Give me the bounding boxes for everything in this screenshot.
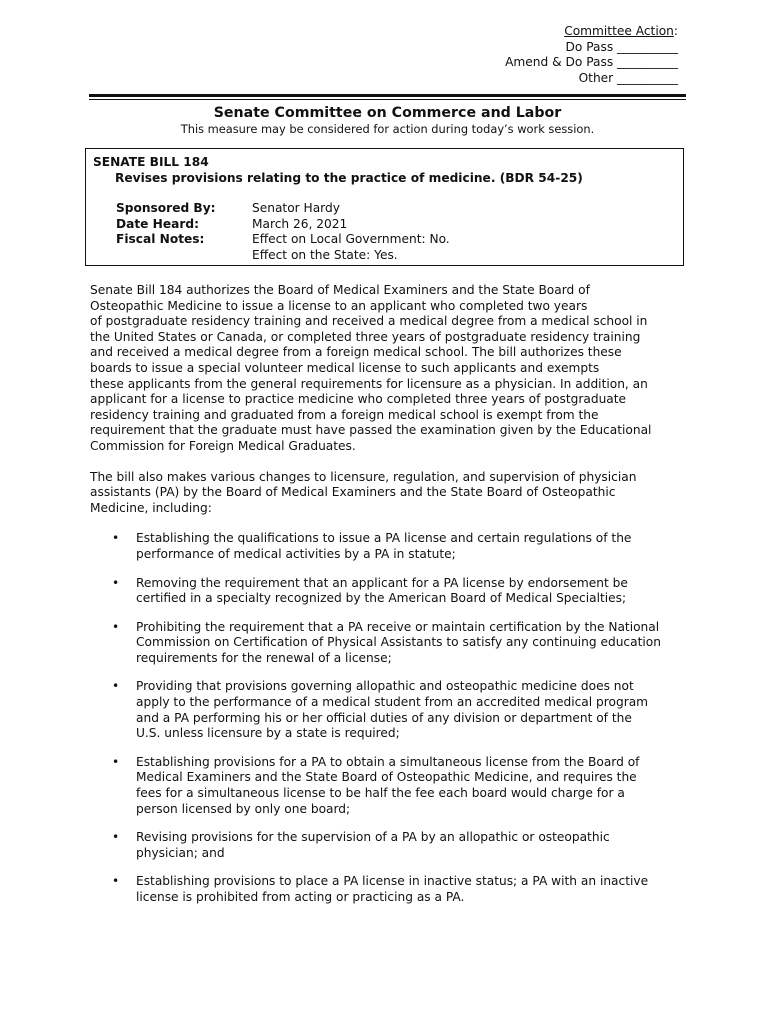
other-line: Other __________ — [578, 70, 678, 85]
sponsor-row — [116, 201, 450, 217]
bill-summary-box — [85, 148, 684, 266]
summary-paragraph-1 — [90, 283, 690, 455]
committee-action-colon: : — [673, 24, 678, 38]
list-item — [90, 755, 690, 817]
bullet-icon: • — [112, 575, 120, 590]
fiscal-notes-state: Effect on the State: Yes. — [252, 247, 398, 262]
fiscal-notes-label: Fiscal Notes: — [116, 232, 205, 247]
text-line: requirement that the graduate must have passed the examination given by the Educational — [90, 423, 652, 438]
list-item — [90, 576, 690, 607]
text-line: boards to issue a special volunteer medical license to such applicants and exempts — [90, 360, 600, 375]
text-line: these applicants from the general requirements for licensure as a physician. In addition, an — [90, 376, 648, 391]
text-line: person licensed by only one board; — [136, 801, 351, 816]
text-line: Establishing the qualifications to issue a PA license and certain regulations of the — [136, 531, 632, 546]
text-line: requirements for the renewal of a license; — [136, 650, 392, 665]
committee-name: Senate Committee on Commerce and Labor — [213, 105, 562, 121]
text-line: apply to the performance of a medical student from an accredited medical program — [136, 695, 649, 710]
bill-number: SENATE BILL 184 — [93, 155, 209, 169]
bullet-icon: • — [112, 619, 120, 634]
header-rule-thin — [89, 99, 686, 100]
session-note: This measure may be considered for action during today’s work session. — [180, 122, 595, 136]
header-rule-thick — [89, 94, 686, 97]
text-line: license is prohibited from acting or practicing as a PA. — [136, 890, 465, 904]
changes-bullet-list — [90, 531, 690, 905]
text-line: Medical Examiners and the State Board of Osteopathic Medicine, and requires the — [136, 770, 637, 785]
bullet-icon: • — [112, 679, 120, 694]
text-line: and received a medical degree from a foreign medical school. The bill authorizes these — [90, 345, 622, 360]
bill-meta — [116, 201, 450, 263]
text-line: Revising provisions for the supervision of a PA by an allopathic or osteopathic — [136, 830, 610, 845]
bullet-icon: • — [112, 754, 120, 769]
bullet-icon: • — [112, 874, 120, 889]
list-item — [90, 620, 690, 667]
list-item — [90, 679, 690, 741]
text-line: Senate Bill 184 authorizes the Board of Medical Examiners and the State Board of — [90, 283, 590, 297]
text-line: U.S. unless licensure by a state is required; — [136, 726, 400, 741]
date-heard-label: Date Heard: — [116, 216, 199, 231]
list-item — [90, 874, 690, 905]
text-line: applicant for a license to practice medicine who completed three years of postgraduate — [90, 392, 627, 407]
sponsor-value: Senator Hardy — [252, 201, 340, 215]
text-line: physician; and — [136, 845, 225, 860]
fiscal-notes-row-2 — [116, 248, 450, 264]
fiscal-notes-row — [116, 232, 450, 248]
bill-description — [90, 283, 690, 919]
committee-action-title: Committee Action — [564, 24, 674, 38]
amend-do-pass-line: Amend & Do Pass __________ — [505, 55, 678, 70]
date-heard-value: March 26, 2021 — [252, 216, 348, 231]
date-heard-row — [116, 217, 450, 233]
text-line: and a PA performing his or her official duties of any division or department of the — [136, 710, 632, 725]
do-pass-line: Do Pass __________ — [565, 39, 678, 54]
text-line: the United States or Canada, or completed three years of postgraduate residency training — [90, 329, 641, 344]
text-line: Medicine, including: — [90, 500, 212, 515]
text-line: assistants (PA) by the Board of Medical Examiners and the State Board of Osteopathic — [90, 485, 616, 500]
committee-action-title-line — [505, 24, 678, 40]
list-item — [90, 531, 690, 562]
fiscal-notes-local: Effect on Local Government: No. — [252, 232, 450, 247]
sponsor-label: Sponsored By: — [116, 201, 216, 215]
text-line: fees for a simultaneous license to be half the fee each board would charge for a — [136, 786, 625, 801]
list-item — [90, 830, 690, 861]
text-line: Commission for Foreign Medical Graduates. — [90, 438, 356, 453]
text-line: certified in a specialty recognized by the American Board of Medical Specialties; — [136, 591, 627, 606]
text-line: Commission on Certification of Physical Assistants to satisfy any continuing education — [136, 635, 661, 650]
bullet-icon: • — [112, 830, 120, 845]
text-line: of postgraduate residency training and received a medical degree from a medical school in — [90, 314, 648, 329]
summary-paragraph-2 — [90, 470, 690, 517]
text-line: Providing that provisions governing allopathic and osteopathic medicine does not — [136, 679, 634, 694]
text-line: Establishing provisions for a PA to obtain a simultaneous license from the Board of — [136, 754, 640, 769]
bill-title: Revises provisions relating to the practice of medicine. (BDR 54-25) — [115, 170, 583, 185]
text-line: Osteopathic Medicine to issue a license to an applicant who completed two years — [90, 298, 588, 313]
text-line: Establishing provisions to place a PA license in inactive status; a PA with an inactive — [136, 874, 649, 889]
text-line: residency training and graduated from a foreign medical school is exempt from the — [90, 407, 599, 422]
committee-action-block — [505, 24, 678, 86]
text-line: The bill also makes various changes to licensure, regulation, and supervision of physician — [90, 469, 637, 484]
text-line: Prohibiting the requirement that a PA receive or maintain certification by the National — [136, 619, 660, 634]
text-line: performance of medical activities by a PA in statute; — [136, 546, 456, 561]
bullet-icon: • — [112, 531, 120, 546]
text-line: Removing the requirement that an applicant for a PA license by endorsement be — [136, 575, 628, 590]
